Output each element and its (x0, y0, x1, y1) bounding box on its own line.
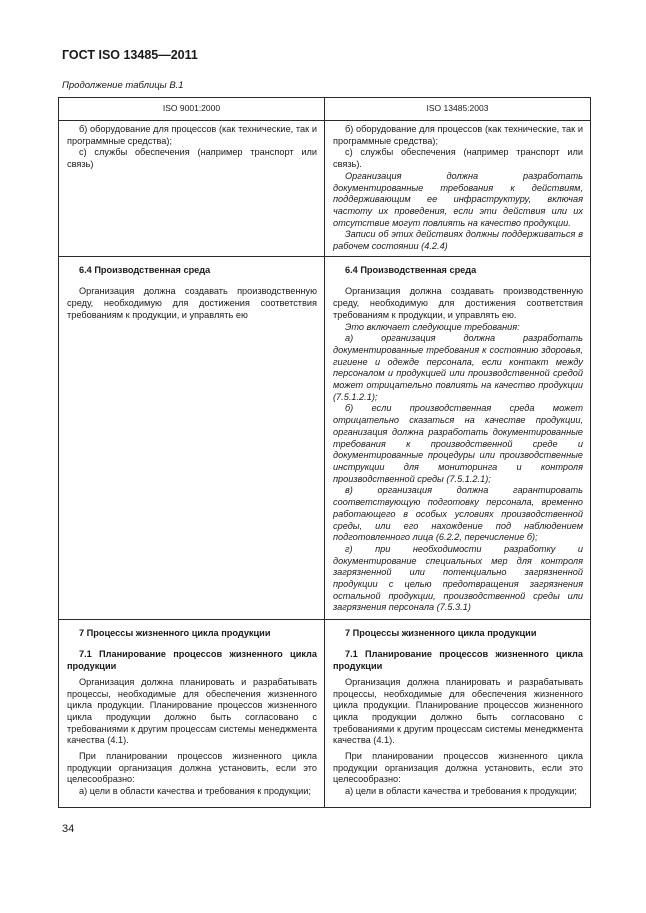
subsection-heading: 7.1 Планирование процессов жизненного цикла продукции (67, 649, 317, 672)
paragraph: Организация должна планировать и разрабатывать процессы, необходимые для обеспечения жизненного цикла продукции. Планирование процессов жизненного цикла продукции должно быть согласовано с требованиями к другим процессам системы менеджмента качества (4.1). (67, 676, 317, 746)
row1-left-cell (59, 121, 325, 257)
row3-left-cell (59, 619, 325, 807)
paragraph: Записи об этих действиях должны поддерживаться в рабочем состоянии (4.2.4) (333, 229, 583, 252)
row1-right-cell (325, 121, 591, 257)
paragraph: с) службы обеспечения (например транспорт или связь) (67, 147, 317, 170)
list-item: а) цели в области качества и требования к продукции; (79, 786, 311, 797)
list-item: г) при необходимости разработку и документирование специальных мер для контроля загрязненной или потенциально загрязненной продукции с целью предотвращения загрязнения остальной продукции, производственной среды или загрязнения персонала (7.5.3.1) (333, 543, 583, 613)
paragraph: с) службы обеспечения (например транспорт или связь). (333, 147, 583, 170)
section-heading: 7 Процессы жизненного цикла продукции (345, 627, 537, 638)
paragraph: б) оборудование для процессов (как технические, так и программные средства); (67, 124, 317, 146)
section-heading: 6.4 Производственная среда (79, 264, 211, 275)
document-header: ГОСТ ISO 13485—2011 (62, 48, 198, 62)
list-item: а) цели в области качества и требования к продукции; (345, 786, 577, 797)
paragraph: Организация должна создавать производственную среду, необходимую для достижения соответствия требованиям к продукции, и управлять ею (67, 286, 317, 320)
table-row (59, 121, 591, 257)
row2-right-cell (325, 256, 591, 619)
paragraph: При планировании процессов жизненного цикла продукции организация должна установить, если это целесообразно: (333, 751, 583, 785)
paragraph: Организация должна планировать и разрабатывать процессы, необходимые для обеспечения жизненного цикла продукции. Планирование процессов жизненного цикла продукции должно быть согласовано с требованиями к другим процессам системы менеджмента качества (4.1). (333, 676, 583, 746)
column-header-iso13485: ISO 13485:2003 (325, 98, 591, 121)
list-item: б) если производственная среда может отрицательно сказаться на качестве продукции, организация должна разработать документированные требования к производственной среде и документированные процедуры или производственные инструкции для мониторинга и контроля производственной среды (7.5.1.2.1); (333, 403, 583, 484)
list-item: а) организация должна разработать документированные требования к состоянию здоровья, гигиене и одежде персонала, если контакт между персоналом и продукцией или производственной средой может отрицательно повлиять на качество продукции (7.5.1.2.1); (333, 333, 583, 402)
paragraph: При планировании процессов жизненного цикла продукции организация должна установить, если это целесообразно: (67, 751, 317, 785)
paragraph: б) оборудование для процессов (как технические, так и программные средства); (333, 124, 583, 146)
paragraph: Организация должна создавать производственную среду, необходимую для достижения соответствия требованиям к продукции, и управлять ею. (333, 286, 583, 320)
row2-left-cell (59, 256, 325, 619)
section-heading: 6.4 Производственная среда (345, 264, 477, 275)
table-header-row (59, 98, 591, 121)
table-caption: Продолжение таблицы В.1 (62, 80, 184, 91)
page-number: 34 (62, 823, 75, 835)
table-row (59, 619, 591, 807)
list-item: в) организация должна гарантировать соответствующую подготовку персонала, временно работающего в особых условиях производственной среды, или его нахождение под наблюдением подготовленного лица (6.2.2, перечисление б); (333, 485, 583, 543)
column-header-iso9001: ISO 9001:2000 (59, 98, 325, 121)
section-heading: 7 Процессы жизненного цикла продукции (79, 627, 271, 638)
paragraph: Организация должна разработать документированные требования к действиям, поддерживающим ее инфраструктуру, включая частоту их проведения, если эти действия или их отсутствие могут повлиять на качество продукции. (333, 170, 583, 228)
row3-right-cell (325, 619, 591, 807)
table-row (59, 256, 591, 619)
comparison-table (58, 97, 591, 808)
paragraph: Это включает следующие требования: (345, 321, 520, 332)
subsection-heading: 7.1 Планирование процессов жизненного цикла продукции (333, 649, 583, 672)
